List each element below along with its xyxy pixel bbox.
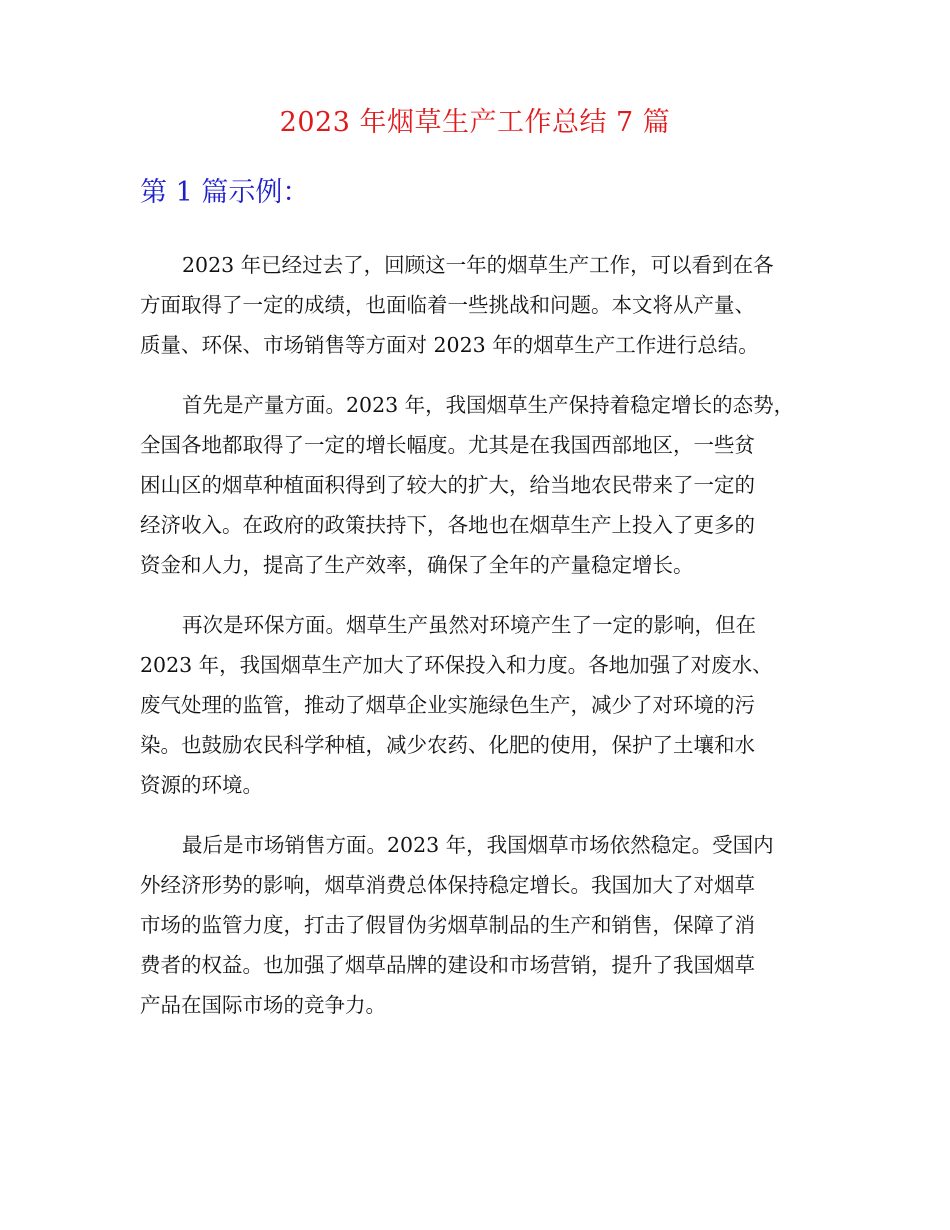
paragraph-line: 方面取得了一定的成绩，也面临着一些挑战和问题。本文将从产量、: [140, 293, 755, 317]
paragraph-1: [140, 245, 830, 365]
paragraph-line: 再次是环保方面。烟草生产虽然对环境产生了一定的影响，但在: [182, 613, 756, 637]
paragraph-line: 资源的环境。: [140, 773, 263, 797]
document-body: [140, 245, 830, 1045]
document-title: 2023 年烟草生产工作总结 7 篇: [279, 107, 671, 138]
paragraph-line: 全国各地都取得了一定的增长幅度。尤其是在我国西部地区，一些贫: [140, 433, 755, 457]
paragraph-line: 2023 年已经过去了，回顾这一年的烟草生产工作，可以看到在各: [182, 253, 774, 277]
paragraph-line: 市场的监管力度，打击了假冒伪劣烟草制品的生产和销售，保障了消: [140, 913, 755, 937]
section-heading: 第 1 篇示例：: [140, 177, 310, 208]
paragraph-line: 2023 年，我国烟草生产加大了环保投入和力度。各地加强了对废水、: [140, 653, 773, 677]
paragraph-line: 废气处理的监管，推动了烟草企业实施绿色生产，减少了对环境的污: [140, 693, 755, 717]
paragraph-2: [140, 385, 830, 585]
paragraph-line: 外经济形势的影响，烟草消费总体保持稳定增长。我国加大了对烟草: [140, 873, 755, 897]
paragraph-4: [140, 825, 830, 1025]
paragraph-line: 资金和人力，提高了生产效率，确保了全年的产量稳定增长。: [140, 553, 694, 577]
paragraph-line: 染。也鼓励农民科学种植，减少农药、化肥的使用，保护了土壤和水: [140, 733, 755, 757]
paragraph-3: [140, 605, 830, 805]
paragraph-line: 费者的权益。也加强了烟草品牌的建设和市场营销，提升了我国烟草: [140, 953, 755, 977]
paragraph-line: 困山区的烟草种植面积得到了较大的扩大，给当地农民带来了一定的: [140, 473, 755, 497]
paragraph-line: 经济收入。在政府的政策扶持下，各地也在烟草生产上投入了更多的: [140, 513, 755, 537]
paragraph-line: 最后是市场销售方面。2023 年，我国烟草市场依然稳定。受国内: [182, 833, 774, 857]
paragraph-line: 产品在国际市场的竞争力。: [140, 993, 386, 1017]
paragraph-line: 质量、环保、市场销售等方面对 2023 年的烟草生产工作进行总结。: [140, 333, 759, 357]
paragraph-line: 首先是产量方面。2023 年，我国烟草生产保持着稳定增长的态势，: [182, 393, 795, 417]
